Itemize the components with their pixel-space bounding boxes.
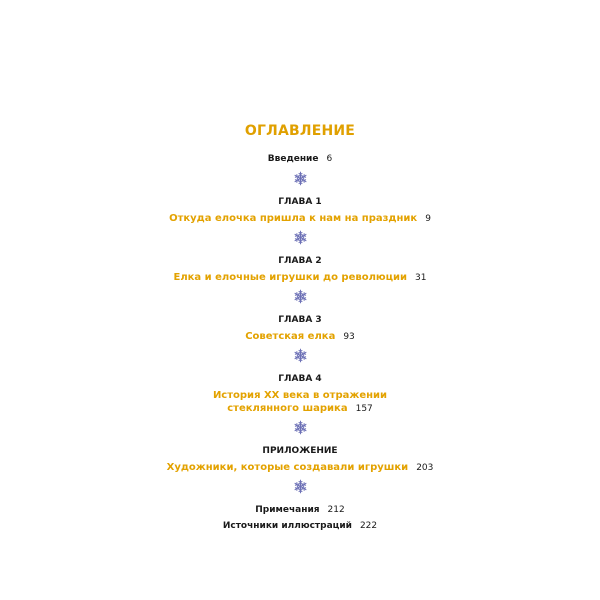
- toc-appendix-title: Художники, которые создавали игрушки: [166, 462, 409, 473]
- toc-chapter-3: [0, 330, 600, 343]
- toc-notes-page: 212: [327, 505, 345, 515]
- toc-intro: [0, 153, 600, 166]
- toc-chapter-1-page: 9: [425, 214, 431, 224]
- toc-chapter-4-title-line-1: История XX века в отражении: [212, 390, 388, 401]
- toc-chapter-2-label: ГЛАВА 2: [278, 256, 322, 266]
- toc-title: ОГЛАВЛЕНИЕ: [244, 123, 356, 139]
- toc-chapter-2: [0, 271, 600, 284]
- toc-chapter-2-page: 31: [415, 273, 427, 283]
- snowflake-icon: [0, 348, 600, 364]
- toc-chapter-3-title: Советская елка: [245, 331, 336, 342]
- toc-intro-page: 6: [326, 154, 333, 164]
- toc-intro-label: Введение: [267, 154, 319, 164]
- toc-chapter-4: [0, 402, 600, 415]
- toc-sources-page: 222: [359, 521, 378, 531]
- toc-chapter-1: [0, 212, 600, 225]
- toc-chapter-3-label: ГЛАВА 3: [278, 315, 322, 325]
- toc-appendix: [0, 461, 600, 474]
- toc-appendix-label: ПРИЛОЖЕНИЕ: [262, 446, 338, 456]
- toc-chapter-3-page: 93: [343, 332, 355, 342]
- toc-appendix-page: 203: [416, 463, 434, 473]
- toc-chapter-4-label: ГЛАВА 4: [278, 374, 322, 384]
- snowflake-icon: [0, 420, 600, 436]
- toc-chapter-1-title: Откуда елочка пришла к нам на праздник: [169, 213, 418, 224]
- toc-chapter-2-title: Елка и елочные игрушки до революции: [173, 272, 408, 283]
- toc-chapter-1-label: ГЛАВА 1: [278, 197, 322, 207]
- snowflake-icon: [0, 289, 600, 305]
- snowflake-icon: [0, 230, 600, 246]
- toc-notes: [0, 504, 600, 517]
- toc-sources-label: Источники иллюстраций: [222, 521, 352, 531]
- toc-sources: [0, 520, 600, 533]
- toc-notes-label: Примечания: [255, 505, 320, 515]
- table-of-contents: [0, 121, 600, 533]
- snowflake-icon: [0, 479, 600, 495]
- snowflake-icon: [0, 171, 600, 187]
- toc-chapter-4-page: 157: [355, 404, 373, 414]
- toc-chapter-4-title-line-2: стеклянного шарика: [227, 403, 348, 414]
